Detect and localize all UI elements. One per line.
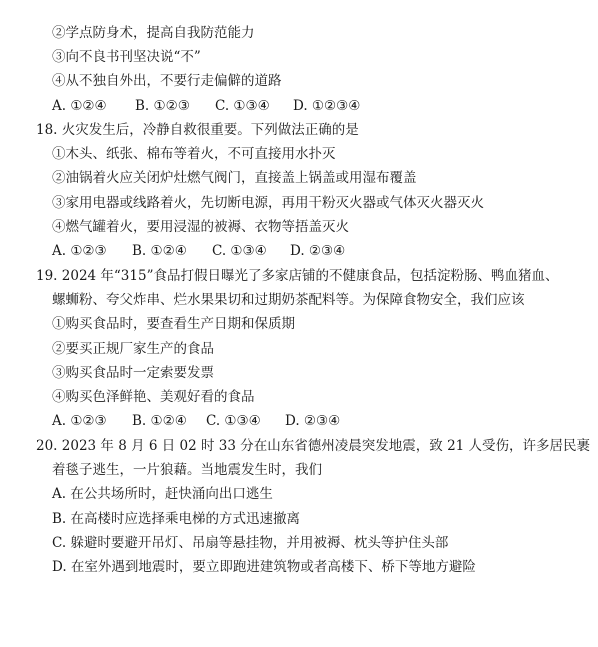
q18-choices (52, 242, 345, 260)
q18-option-1: ①木头、纸张、棉布等着火，不可直接用水扑灭 (52, 146, 336, 162)
q19-choice-d: D. ②③④ (285, 413, 341, 429)
q18-choice-b: B. ①②④ (132, 243, 187, 259)
q17-option-4: ④从不独自外出，不要行走偏僻的道路 (52, 73, 282, 89)
q19-choice-c: C. ①③④ (206, 413, 261, 429)
q17-choice-c: C. ①③④ (215, 98, 270, 114)
q20-option-c: C. 躲避时要避开吊灯、吊扇等悬挂物，并用被褥、枕头等护住头部 (52, 535, 449, 551)
q19-option-2: ②要买正规厂家生产的食品 (52, 341, 214, 357)
q18-option-4: ④燃气罐着火，要用浸湿的被褥、衣物等捂盖灭火 (52, 219, 349, 235)
q17-choice-a: A. ①②④ (52, 98, 107, 114)
q18-option-2: ②油锅着火应关闭炉灶燃气阀门，直接盖上锅盖或用湿布覆盖 (52, 170, 417, 186)
q19-option-4: ④购买色泽鲜艳、美观好看的食品 (52, 389, 255, 405)
q19-stem-line-1: 19. 2024 年“315”食品打假日曝光了多家店铺的不健康食品，包括淀粉肠、鸭血猪血、 (36, 268, 559, 284)
q20-option-a: A. 在公共场所时，赶快涌向出口逃生 (52, 486, 273, 502)
q19-stem-line-2: 螺蛳粉、夸父炸串、烂水果果切和过期奶茶配料等。为保障食物安全，我们应该 (52, 292, 525, 308)
q17-choice-b: B. ①②③ (135, 98, 190, 114)
q19-option-3: ③购买食品时一定索要发票 (52, 365, 214, 381)
q18-choice-c: C. ①③④ (212, 243, 267, 259)
q17-option-2: ②学点防身术，提高自我防范能力 (52, 25, 255, 41)
q20-stem-line-1: 20. 2023 年 8 月 6 日 02 时 33 分在山东省德州凌晨突发地震，致 21 人受伤，许多居民裹 (36, 438, 591, 454)
q17-choices (52, 97, 360, 115)
q20-stem-line-2: 着毯子逃生，一片狼藉。当地震发生时，我们 (52, 462, 322, 478)
q19-option-1: ①购买食品时，要查看生产日期和保质期 (52, 316, 295, 332)
q17-option-3: ③向不良书刊坚决说“不” (52, 49, 201, 65)
q20-option-b: B. 在高楼时应选择乘电梯的方式迅速撤离 (52, 511, 301, 527)
q18-choice-a: A. ①②③ (52, 243, 107, 259)
q19-choices (52, 412, 340, 430)
q17-choice-d: D. ①②③④ (293, 98, 361, 114)
q18-choice-d: D. ②③④ (290, 243, 346, 259)
q18-option-3: ③家用电器或线路着火，先切断电源，再用干粉灭火器或气体灭火器灭火 (52, 195, 484, 211)
q20-option-d: D. 在室外遇到地震时，要立即跑进建筑物或者高楼下、桥下等地方避险 (52, 559, 476, 575)
q19-choice-a: A. ①②③ (52, 413, 107, 429)
q19-choice-b: B. ①②④ (132, 413, 187, 429)
q18-stem: 18. 火灾发生后，冷静自救很重要。下列做法正确的是 (36, 122, 359, 138)
